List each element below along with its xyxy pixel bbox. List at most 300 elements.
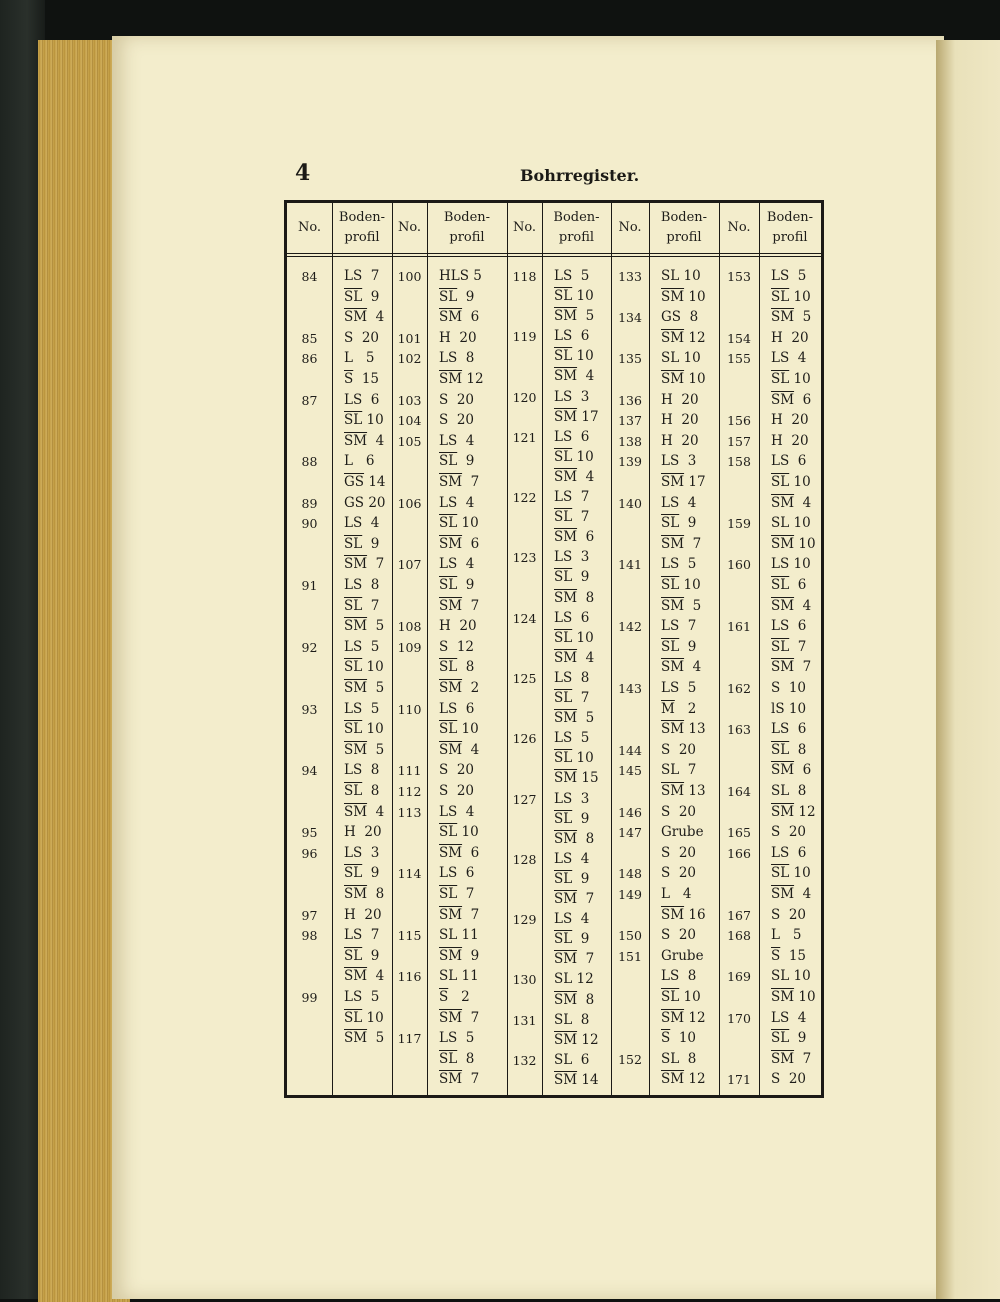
- soil-profile-layer: $\overline{SM}$ 6: [439, 535, 480, 552]
- soil-profile-layer: S 10: [771, 680, 807, 696]
- adjacent-page: [936, 40, 1000, 1299]
- register-number: 126: [512, 731, 537, 747]
- register-number: 127: [512, 791, 537, 807]
- soil-profile-layer: $\overline{SM}$ 7: [771, 1050, 812, 1067]
- soil-profile-layer: $\overline{SL}$ 10: [344, 659, 384, 676]
- soil-profile-layer: $\overline{SL}$ 9: [661, 638, 697, 655]
- soil-profile-layer: S 20: [439, 391, 475, 408]
- soil-profile-layer: $\overline{SM}$ 5: [771, 309, 812, 326]
- soil-profile-layer: LS 5: [661, 556, 697, 573]
- soil-profile-layer: $\overline{SL}$ 10: [771, 371, 811, 387]
- register-number: 151: [618, 948, 642, 964]
- register-number: 119: [512, 329, 537, 345]
- soil-profile-layer: $\overline{SM}$ 4: [344, 968, 385, 985]
- soil-profile-layer: $\overline{SL}$ 6: [771, 577, 807, 593]
- soil-profile-layer: $\overline{SM}$ 7: [344, 556, 385, 573]
- soil-profile-layer: H 20: [661, 432, 699, 449]
- register-number: 111: [397, 763, 422, 779]
- soil-profile-layer: $\overline{SL}$ 10: [439, 721, 479, 738]
- register-number: 154: [727, 330, 751, 346]
- column-rule: [759, 203, 760, 1095]
- register-number: 86: [301, 351, 318, 367]
- soil-profile-layer: LS 5: [771, 268, 807, 284]
- soil-profile-layer: $\overline{SM}$ 4: [771, 597, 812, 614]
- soil-profile-layer: $\overline{SM}$ 10: [771, 535, 816, 552]
- soil-profile-layer: $\overline{SM}$ 13: [661, 783, 706, 799]
- page-number: 4: [295, 160, 311, 186]
- soil-profile-layer: $\overline{SM}$ 5: [344, 680, 385, 696]
- register-number: 104: [397, 413, 422, 429]
- header-bodenprofil: Boden- profil: [443, 209, 491, 245]
- soil-profile-layer: LS 7: [344, 927, 380, 944]
- soil-profile-layer: $\overline{SM}$ 10: [771, 989, 816, 1005]
- soil-profile-layer: SL 10: [661, 350, 701, 367]
- register-number: 128: [512, 851, 537, 867]
- soil-profile-layer: $\overline{SM}$ 5: [554, 710, 595, 727]
- soil-profile-layer: $\overline{SL}$ 10: [439, 824, 479, 841]
- soil-profile-layer: $\overline{SM}$ 7: [439, 906, 480, 923]
- column-rule: [427, 203, 428, 1095]
- soil-profile-layer: SL 12: [554, 971, 594, 988]
- register-number: 101: [397, 330, 422, 346]
- soil-profile-layer: LS 6: [439, 865, 475, 882]
- soil-profile-layer: LS 5: [344, 700, 380, 717]
- soil-profile-layer: H 20: [661, 412, 699, 429]
- register-number: 162: [727, 681, 751, 696]
- soil-profile-layer: LS 6: [554, 428, 590, 445]
- soil-profile-layer: $\overline{SM}$ 4: [771, 886, 812, 902]
- register-number: 166: [727, 845, 751, 861]
- soil-profile-layer: GS 8: [661, 309, 699, 326]
- register-number: 136: [618, 392, 642, 408]
- soil-profile-layer: L 5: [771, 927, 802, 944]
- soil-profile-layer: $\overline{SM}$ 6: [439, 309, 480, 326]
- soil-profile-layer: $\overline{SM}$ 14: [554, 1071, 599, 1088]
- register-number: 97: [301, 907, 318, 923]
- soil-profile-layer: S 20: [439, 412, 475, 429]
- register-number: 115: [397, 928, 422, 944]
- soil-profile-layer: $\overline{SL}$ 9: [554, 931, 590, 948]
- soil-profile-layer: SL 8: [554, 1011, 590, 1028]
- soil-profile-layer: SL 11: [439, 968, 479, 985]
- register-number: 99: [301, 990, 318, 1005]
- register-number: 92: [301, 639, 318, 655]
- soil-profile-layer: $\overline{SM}$ 16: [661, 906, 706, 923]
- soil-profile-layer: $\overline{SL}$ 10: [661, 577, 701, 593]
- soil-profile-layer: $\overline{SL}$ 9: [554, 810, 590, 827]
- register-number: 137: [618, 413, 642, 429]
- register-number: 156: [727, 413, 751, 429]
- soil-profile-layer: LS 8: [344, 762, 380, 779]
- soil-profile-layer: $\overline{SM}$ 5: [344, 1030, 385, 1047]
- soil-profile-layer: LS 6: [771, 721, 807, 738]
- soil-profile-layer: $\overline{SL}$ 8: [439, 1050, 475, 1067]
- soil-profile-layer: $\overline{SL}$ 7: [554, 509, 590, 526]
- register-number: 144: [618, 742, 642, 758]
- soil-profile-layer: SL 10: [771, 515, 811, 532]
- register-number: 169: [727, 969, 751, 985]
- soil-profile-layer: LS 6: [771, 453, 807, 470]
- soil-profile-layer: $\overline{SM}$ 17: [661, 474, 706, 490]
- register-number: 102: [397, 351, 422, 367]
- register-number: 153: [727, 269, 751, 284]
- soil-profile-layer: LS 3: [661, 453, 697, 470]
- soil-profile-layer: $\overline{SM}$ 6: [771, 762, 812, 779]
- soil-profile-layer: $\overline{SM}$ 13: [661, 721, 706, 738]
- soil-profile-layer: GS 20: [344, 494, 386, 511]
- register-number: 146: [618, 804, 642, 820]
- column-rule: [542, 203, 543, 1095]
- register-number: 124: [512, 610, 537, 626]
- register-number: 142: [618, 619, 642, 635]
- soil-profile-layer: $\overline{SL}$ 10: [344, 1009, 384, 1026]
- soil-profile-layer: $\overline{SM}$ 6: [439, 844, 480, 861]
- soil-profile-layer: LS 3: [344, 844, 380, 861]
- register-number: 140: [618, 495, 642, 511]
- soil-profile-layer: $\overline{SL}$ 9: [439, 453, 475, 470]
- soil-profile-layer: SL 11: [439, 927, 479, 944]
- register-number: 103: [397, 392, 422, 408]
- soil-profile-layer: H 20: [771, 412, 809, 429]
- register-number: 129: [512, 912, 537, 928]
- soil-profile-layer: LS 4: [554, 850, 590, 867]
- register-number: 131: [512, 1012, 537, 1028]
- soil-profile-layer: LS 8: [661, 968, 697, 985]
- register-number: 107: [397, 557, 422, 573]
- register-number: 165: [727, 825, 751, 841]
- soil-profile-layer: LS 5: [344, 638, 380, 655]
- soil-profile-layer: LS 7: [344, 268, 380, 284]
- register-number: 118: [512, 269, 537, 284]
- register-number: 130: [512, 972, 537, 988]
- soil-profile-layer: $\overline{SM}$ 4: [554, 468, 595, 485]
- soil-profile-layer: S 20: [661, 803, 697, 820]
- soil-profile-layer: LS 5: [554, 268, 590, 284]
- register-number: 164: [727, 784, 751, 799]
- soil-profile-layer: LS 7: [554, 489, 590, 506]
- register-number: 170: [727, 1010, 751, 1026]
- soil-profile-layer: $\overline{SL}$ 10: [554, 448, 594, 465]
- register-number: 149: [618, 887, 642, 902]
- soil-profile-layer: $\overline{SM}$ 6: [554, 529, 595, 546]
- running-head: Bohrregister.: [520, 166, 640, 185]
- soil-profile-layer: LS 4: [439, 494, 475, 511]
- header-bodenprofil: Boden- profil: [660, 209, 708, 245]
- register-number: 143: [618, 681, 642, 696]
- soil-profile-layer: $\overline{SM}$ 5: [661, 597, 702, 614]
- register-number: 148: [618, 866, 642, 882]
- register-number: 134: [618, 310, 642, 326]
- soil-profile-layer: H 20: [661, 391, 699, 408]
- soil-profile-layer: S 20: [661, 927, 697, 944]
- soil-profile-layer: $\overline{SM}$ 12: [771, 803, 816, 820]
- register-number: 114: [397, 866, 422, 882]
- soil-profile-layer: $\overline{SM}$ 7: [439, 474, 480, 490]
- soil-profile-layer: $\overline{SM}$ 2: [439, 680, 480, 696]
- soil-profile-layer: $\overline{SL}$ 7: [554, 690, 590, 707]
- register-number: 117: [397, 1031, 422, 1047]
- soil-profile-layer: L 5: [344, 350, 375, 367]
- register-number: 125: [512, 670, 537, 686]
- soil-profile-layer: SL 8: [661, 1050, 697, 1067]
- soil-profile-layer: $\overline{SM}$ 12: [661, 1009, 706, 1026]
- soil-profile-layer: $\overline{SM}$ 4: [344, 309, 385, 326]
- soil-profile-layer: LS 5: [439, 1030, 475, 1047]
- soil-profile-layer: $\overline{SM}$ 10: [661, 371, 706, 387]
- soil-profile-layer: LS 6: [771, 618, 807, 635]
- soil-profile-layer: LS 4: [661, 494, 697, 511]
- soil-profile-layer: $\overline{SM}$ 12: [439, 371, 484, 387]
- soil-profile-layer: SL 6: [554, 1051, 590, 1068]
- register-number: 158: [727, 454, 751, 470]
- soil-profile-layer: $\overline{SM}$ 15: [554, 770, 599, 787]
- register-number: 133: [618, 269, 642, 284]
- soil-profile-layer: $\overline{SM}$ 5: [344, 618, 385, 635]
- register-number: 88: [301, 454, 318, 470]
- soil-profile-layer: S 20: [661, 741, 697, 758]
- soil-profile-layer: $\overline{SL}$ 10: [661, 989, 701, 1005]
- soil-profile-layer: LS 5: [344, 989, 380, 1005]
- soil-profile-layer: $\overline{SM}$ 7: [661, 535, 702, 552]
- soil-profile-layer: S 20: [661, 865, 697, 882]
- register-number: 141: [618, 557, 642, 573]
- soil-profile-layer: $\overline{GS}$ 14: [344, 474, 386, 490]
- soil-profile-layer: LS 8: [344, 577, 380, 593]
- soil-profile-layer: H 20: [344, 906, 382, 923]
- soil-profile-layer: L 4: [661, 886, 692, 902]
- soil-profile-layer: $\overline{SM}$ 4: [439, 741, 480, 758]
- register-number: 93: [301, 701, 318, 717]
- soil-profile-layer: $\overline{SM}$ 12: [661, 1071, 706, 1088]
- soil-profile-layer: $\overline{SL}$ 7: [344, 597, 380, 614]
- soil-profile-layer: $\overline{SL}$ 9: [344, 865, 380, 882]
- soil-profile-layer: $\overline{SL}$ 10: [344, 412, 384, 429]
- soil-profile-layer: LS 6: [554, 609, 590, 626]
- register-number: 159: [727, 516, 751, 532]
- soil-profile-layer: LS 3: [554, 388, 590, 405]
- register-number: 121: [512, 429, 537, 445]
- soil-profile-layer: LS 8: [554, 669, 590, 686]
- soil-profile-layer: LS 3: [554, 790, 590, 807]
- soil-profile-layer: LS 8: [439, 350, 475, 367]
- soil-profile-layer: LS 4: [554, 911, 590, 928]
- soil-profile-layer: $\overline{SL}$ 10: [771, 474, 811, 490]
- header-no: No.: [397, 219, 422, 235]
- soil-profile-layer: $\overline{SL}$ 10: [771, 288, 811, 305]
- soil-profile-layer: $\overline{SL}$ 8: [439, 659, 475, 676]
- register-number: 112: [397, 784, 422, 799]
- soil-profile-layer: $\overline{SM}$ 7: [439, 1071, 480, 1088]
- header-no: No.: [512, 219, 537, 235]
- register-number: 155: [727, 351, 751, 367]
- soil-profile-layer: $\overline{SM}$ 7: [554, 951, 595, 968]
- register-number: 138: [618, 433, 642, 449]
- soil-profile-layer: $\overline{SM}$ 8: [554, 991, 595, 1008]
- header-no: No.: [727, 219, 751, 235]
- soil-profile-layer: $\overline{SL}$ 10: [554, 629, 594, 646]
- register-number: 139: [618, 454, 642, 470]
- soil-profile-layer: $\overline{SM}$ 4: [771, 494, 812, 511]
- soil-profile-layer: $\overline{SM}$ 9: [439, 947, 480, 964]
- column-rule: [332, 203, 333, 1095]
- soil-profile-layer: $\overline{SL}$ 8: [771, 741, 807, 758]
- register-number: 163: [727, 722, 751, 738]
- register-number: 123: [512, 550, 537, 566]
- register-number: 168: [727, 928, 751, 944]
- soil-profile-layer: H 20: [439, 618, 477, 635]
- soil-profile-layer: $\overline{SL}$ 10: [771, 865, 811, 882]
- soil-profile-layer: $\overline{SM}$ 5: [344, 741, 385, 758]
- soil-profile-layer: $\overline{SM}$ 10: [661, 288, 706, 305]
- soil-profile-layer: LS 10: [771, 556, 811, 573]
- soil-profile-layer: S 20: [771, 824, 807, 841]
- register-number: 89: [301, 495, 318, 511]
- soil-profile-layer: S 20: [771, 1071, 807, 1088]
- soil-profile-layer: lS 10: [771, 700, 807, 717]
- header-bodenprofil: Boden- profil: [553, 209, 600, 245]
- soil-profile-layer: LS 6: [344, 391, 380, 408]
- soil-profile-layer: H 20: [439, 329, 477, 346]
- register-number: 152: [618, 1051, 642, 1067]
- soil-profile-layer: SL 8: [771, 783, 807, 799]
- soil-profile-layer: S 20: [661, 844, 697, 861]
- register-number: 147: [618, 825, 642, 841]
- soil-profile-layer: LS 4: [439, 803, 475, 820]
- soil-profile-layer: $\overline{SL}$ 9: [344, 535, 380, 552]
- soil-profile-layer: LS 4: [344, 515, 380, 532]
- soil-profile-layer: H 20: [344, 824, 382, 841]
- soil-profile-layer: $\overline{SL}$ 10: [554, 750, 594, 767]
- soil-profile-layer: LS 4: [439, 432, 475, 449]
- soil-profile-layer: LS 7: [661, 618, 697, 635]
- soil-profile-layer: $\overline{SM}$ 8: [344, 886, 385, 902]
- header-bodenprofil: Boden- profil: [766, 209, 814, 245]
- soil-profile-layer: SL 10: [661, 268, 701, 284]
- soil-profile-layer: H 20: [771, 329, 809, 346]
- soil-profile-layer: $\overline{S}$ 2: [439, 989, 470, 1005]
- soil-profile-layer: $\overline{SM}$ 4: [344, 803, 385, 820]
- soil-profile-layer: LS 6: [554, 328, 590, 345]
- soil-profile-layer: $\overline{SL}$ 9: [554, 870, 590, 887]
- register-number: 120: [512, 389, 537, 405]
- soil-profile-layer: $\overline{SL}$ 10: [554, 288, 594, 305]
- soil-profile-layer: $\overline{SM}$ 8: [554, 589, 595, 606]
- soil-profile-layer: $\overline{SL}$ 9: [344, 947, 380, 964]
- soil-profile-layer: SL 10: [771, 968, 811, 985]
- soil-profile-layer: SL 7: [661, 762, 697, 779]
- soil-profile-layer: $\overline{SM}$ 4: [661, 659, 702, 676]
- register-number: 95: [301, 825, 318, 841]
- register-number: 105: [397, 433, 422, 449]
- register-number: 94: [301, 763, 318, 779]
- soil-profile-layer: LS 6: [771, 844, 807, 861]
- soil-profile-layer: $\overline{S}$ 10: [661, 1030, 697, 1047]
- soil-profile-layer: Grube: [661, 947, 704, 964]
- soil-profile-layer: H 20: [771, 432, 809, 449]
- register-number: 98: [301, 928, 318, 944]
- soil-profile-layer: $\overline{SL}$ 7: [771, 638, 807, 655]
- soil-profile-layer: $\overline{SL}$ 9: [439, 577, 475, 593]
- register-number: 84: [301, 269, 318, 284]
- soil-profile-layer: $\overline{S}$ 15: [771, 947, 807, 964]
- soil-profile-layer: $\overline{SM}$ 17: [554, 408, 599, 425]
- soil-profile-layer: $\overline{SM}$ 6: [771, 391, 812, 408]
- soil-profile-layer: $\overline{S}$ 15: [344, 371, 380, 387]
- register-number: 160: [727, 557, 751, 573]
- soil-profile-layer: S 20: [771, 906, 807, 923]
- soil-profile-layer: L 6: [344, 453, 375, 470]
- drill-register-table: [284, 200, 824, 1098]
- register-number: 167: [727, 907, 751, 923]
- soil-profile-layer: LS 4: [771, 350, 807, 367]
- register-number: 145: [618, 763, 642, 779]
- register-number: 106: [397, 495, 422, 511]
- soil-profile-layer: $\overline{SL}$ 9: [554, 569, 590, 586]
- register-number: 85: [301, 330, 318, 346]
- soil-profile-layer: $\overline{SL}$ 10: [439, 515, 479, 532]
- register-number: 135: [618, 351, 642, 367]
- soil-profile-layer: $\overline{SL}$ 9: [661, 515, 697, 532]
- soil-profile-layer: $\overline{SM}$ 12: [661, 329, 706, 346]
- soil-profile-layer: $\overline{SL}$ 7: [439, 886, 475, 902]
- soil-profile-layer: $\overline{SL}$ 9: [771, 1030, 807, 1047]
- soil-profile-layer: LS 5: [554, 730, 590, 747]
- register-number: 157: [727, 433, 751, 449]
- register-number: 150: [618, 928, 642, 944]
- soil-profile-layer: LS 5: [661, 680, 697, 696]
- soil-profile-layer: $\overline{SM}$ 12: [554, 1031, 599, 1048]
- register-number: 90: [301, 516, 318, 532]
- soil-profile-layer: $\overline{SM}$ 7: [439, 1009, 480, 1026]
- register-number: 109: [397, 639, 422, 655]
- soil-profile-layer: $\overline{SM}$ 5: [554, 308, 595, 325]
- soil-profile-layer: Grube: [661, 824, 704, 841]
- soil-profile-layer: $\overline{SM}$ 4: [344, 432, 385, 449]
- register-number: 113: [397, 804, 422, 820]
- soil-profile-layer: $\overline{SL}$ 9: [344, 288, 380, 305]
- soil-profile-layer: $\overline{SM}$ 7: [771, 659, 812, 676]
- soil-profile-layer: HLS 5: [439, 268, 482, 284]
- soil-profile-layer: $\overline{SM}$ 4: [554, 649, 595, 666]
- soil-profile-layer: LS 4: [771, 1009, 807, 1026]
- header-no: No.: [297, 219, 322, 235]
- soil-profile-layer: $\overline{SM}$ 8: [554, 830, 595, 847]
- register-number: 91: [301, 578, 318, 593]
- column-rule: [649, 203, 650, 1095]
- soil-profile-layer: $\overline{SL}$ 9: [439, 288, 475, 305]
- soil-profile-layer: LS 6: [439, 700, 475, 717]
- register-number: 116: [397, 969, 422, 985]
- soil-profile-layer: S 20: [439, 783, 475, 799]
- register-number: 100: [397, 269, 422, 284]
- soil-profile-layer: $\overline{SM}$ 7: [554, 891, 595, 908]
- soil-profile-layer: $\overline{SL}$ 10: [344, 721, 384, 738]
- register-number: 110: [397, 701, 422, 717]
- soil-profile-layer: S 20: [344, 329, 380, 346]
- register-number: 87: [301, 392, 318, 408]
- soil-profile-layer: S 12: [439, 638, 475, 655]
- table-header-row: [287, 203, 821, 257]
- register-number: 96: [301, 845, 318, 861]
- register-number: 161: [727, 619, 751, 635]
- soil-profile-layer: $\overline{SM}$ 7: [439, 597, 480, 614]
- soil-profile-layer: LS 4: [439, 556, 475, 573]
- register-number: 132: [512, 1052, 537, 1068]
- soil-profile-layer: S 20: [439, 762, 475, 779]
- soil-profile-layer: $\overline{SL}$ 10: [554, 348, 594, 365]
- soil-profile-layer: LS 3: [554, 549, 590, 566]
- soil-profile-layer: $\overline{SL}$ 8: [344, 783, 380, 799]
